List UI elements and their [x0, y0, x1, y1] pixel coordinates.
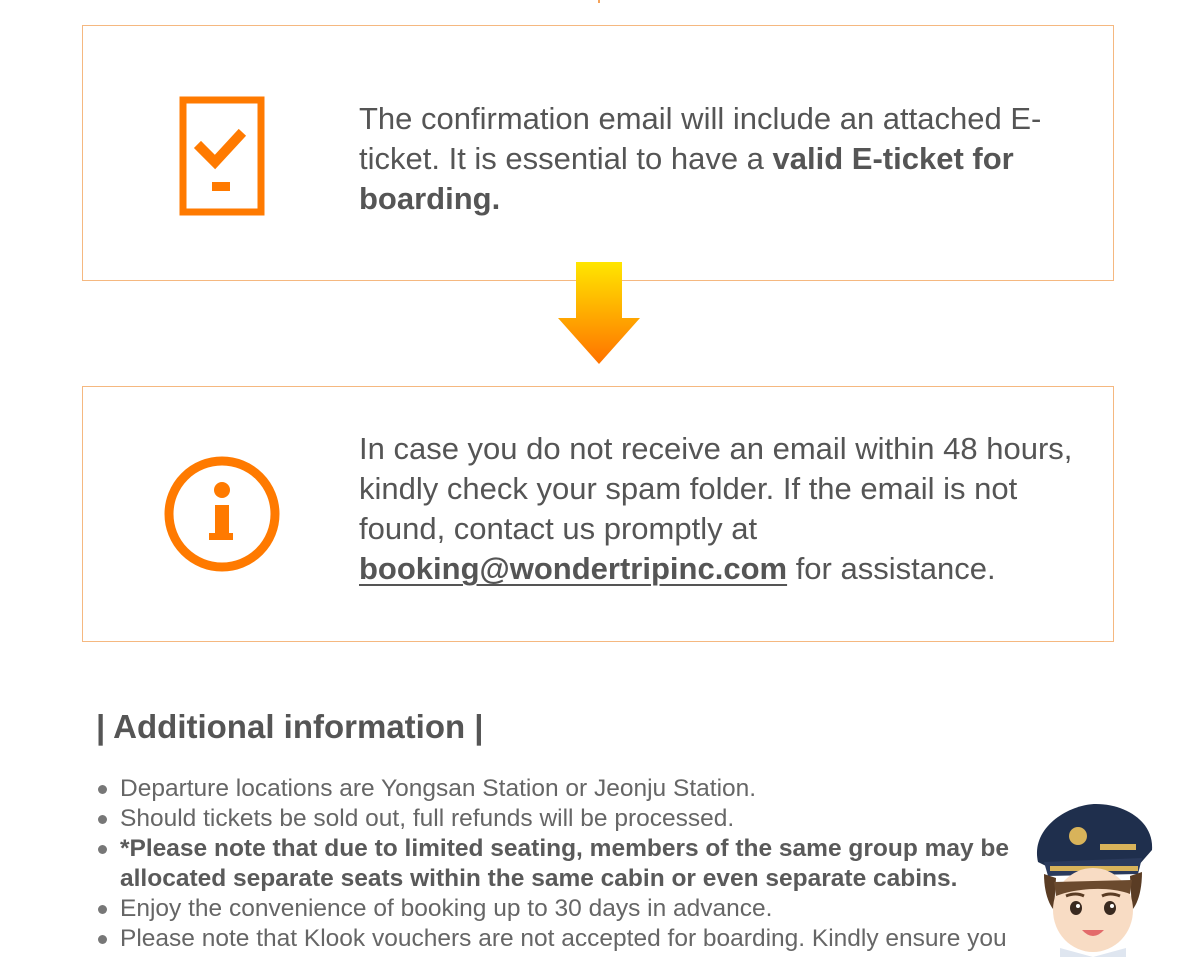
list-item: Enjoy the convenience of booking up to 30 days in advance.: [96, 894, 1086, 924]
list-item: Should tickets be sold out, full refunds will be processed.: [96, 804, 1086, 834]
eticket-check-icon: [179, 96, 265, 216]
info-icon: [163, 455, 281, 573]
top-connector-line: [598, 0, 600, 3]
additional-info-list: [96, 774, 1086, 954]
list-item: Please note that Klook vouchers are not accepted for boarding. Kindly ensure you: [96, 924, 1086, 954]
email-notice-card: [82, 386, 1114, 642]
eticket-emphasis: valid E-ticket for boarding.: [359, 141, 1014, 216]
arrow-down-icon: [556, 262, 642, 366]
list-item: *Please note that due to limited seating, members of the same group may be allocated separate seats within the same cabin or even separate cabins.: [96, 834, 1086, 894]
list-item: Departure locations are Yongsan Station or Jeonju Station.: [96, 774, 1086, 804]
email-notice-text: In case you do not receive an email within 48 hours, kindly check your spam folder. If the email is not found, contact us promptly at booking@wondertripinc.com for assistance.: [359, 431, 1073, 586]
eticket-info-text: The confirmation email will include an attached E-ticket. It is essential to have a valid E-ticket for boarding.: [359, 101, 1042, 216]
additional-info-heading: | Additional information |: [96, 708, 484, 745]
support-email-link[interactable]: booking@wondertripinc.com: [359, 551, 788, 586]
eticket-info-card: [82, 25, 1114, 281]
conductor-mascot-icon: [1030, 802, 1156, 957]
